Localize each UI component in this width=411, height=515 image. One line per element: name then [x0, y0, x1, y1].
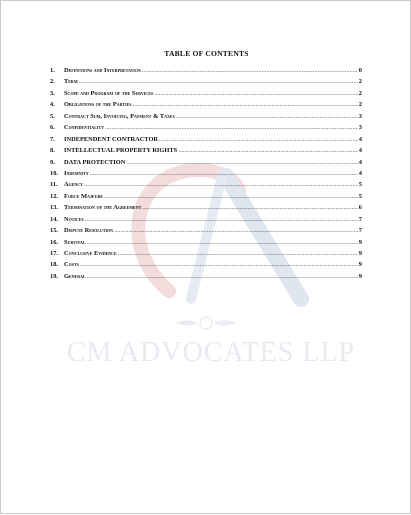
- toc-leader-dots: [176, 113, 358, 120]
- toc-entry-number: 1.: [50, 67, 55, 74]
- toc-entry[interactable]: [50, 147, 362, 158]
- toc-entry-label: Definitions and Interpretation: [64, 67, 141, 74]
- toc-entry-number: 13.: [50, 204, 58, 212]
- toc-entry[interactable]: [50, 159, 362, 170]
- toc-entry-page: 7: [358, 227, 362, 235]
- toc-entry[interactable]: [50, 124, 362, 135]
- toc-entry-label: Notices: [64, 215, 84, 223]
- toc-entry-page: 9: [358, 250, 362, 257]
- toc-entry-label: INTELLECTUAL PROPERTY RIGHTS: [64, 147, 178, 155]
- toc-entry-label: Survival: [64, 238, 86, 246]
- toc-leader-dots: [142, 204, 358, 211]
- toc-entry-page: 4: [358, 169, 362, 177]
- toc-entry-number: 3.: [50, 89, 55, 97]
- toc-entry-label: Dispute Resolution: [64, 227, 114, 235]
- toc-entry[interactable]: [50, 273, 362, 284]
- toc-entry-page: 9: [358, 261, 362, 269]
- toc-entry-label: Confidentiality: [64, 124, 104, 132]
- toc-entry[interactable]: [50, 67, 362, 78]
- toc-entry-page: 4: [358, 135, 362, 143]
- toc-entry[interactable]: [50, 101, 362, 112]
- toc-entry[interactable]: [50, 250, 362, 261]
- toc-entry-number: 15.: [50, 227, 58, 235]
- toc-entry-page: 9: [358, 272, 362, 280]
- toc-entry-number: 7.: [50, 135, 55, 143]
- toc-entry-page: 4: [358, 147, 362, 155]
- toc-entry-label: Obligations of the Parties: [64, 101, 132, 109]
- toc-entry-number: 8.: [50, 147, 55, 155]
- toc-entry-number: 18.: [50, 261, 58, 269]
- toc-entry-label: General: [64, 272, 86, 280]
- toc-entry-page: 6: [358, 204, 362, 212]
- toc-entry-label: Term: [64, 78, 78, 86]
- toc-entry-number: 11.: [50, 181, 58, 189]
- toc-entry-label: Termination of the Agreement: [64, 204, 142, 212]
- toc-entry-page: 3: [358, 112, 362, 120]
- toc-entry[interactable]: [50, 204, 362, 215]
- toc-entry-number: 4.: [50, 101, 55, 109]
- toc-leader-dots: [114, 227, 358, 234]
- toc-entry-page: 2: [358, 89, 362, 97]
- toc-leader-dots: [118, 250, 358, 257]
- toc-entry-label: Indemnity: [64, 169, 89, 177]
- toc-leader-dots: [104, 193, 358, 200]
- toc-entry-page: 7: [358, 215, 362, 223]
- toc-entry-number: 12.: [50, 192, 58, 200]
- toc-entry-page: 2: [358, 78, 362, 86]
- toc-leader-dots: [126, 159, 357, 166]
- toc-title: TABLE OF CONTENTS: [164, 49, 249, 58]
- watermark-emblem: [176, 317, 236, 329]
- toc-leader-dots: [87, 273, 358, 280]
- toc-entry[interactable]: [50, 78, 362, 89]
- toc-entry-page: 3: [358, 124, 362, 132]
- toc-entry[interactable]: [50, 136, 362, 147]
- toc-entry-label: Scope and Program of the Services: [64, 89, 154, 97]
- toc-leader-dots: [132, 101, 357, 108]
- toc-leader-dots: [159, 136, 358, 143]
- toc-entry[interactable]: [50, 227, 362, 238]
- toc-entry-page: 5: [358, 181, 362, 189]
- toc-entry-number: 5.: [50, 112, 55, 120]
- toc-entry-label: DATA PROTECTION: [64, 158, 126, 166]
- toc-entry[interactable]: [50, 181, 362, 192]
- toc-leader-dots: [84, 181, 358, 188]
- toc-leader-dots: [90, 170, 358, 177]
- toc-entry-number: 14.: [50, 215, 58, 223]
- toc-leader-dots: [142, 67, 358, 74]
- toc-leader-dots: [85, 216, 358, 223]
- toc-entry-label: Conclusive Evidence: [64, 250, 117, 257]
- toc-entry[interactable]: [50, 193, 362, 204]
- toc-entry-page: 0: [358, 67, 362, 74]
- toc-entry[interactable]: [50, 239, 362, 250]
- toc-entry[interactable]: [50, 261, 362, 272]
- toc-entry-label: Agency: [64, 181, 84, 189]
- toc-entry-number: 16.: [50, 238, 58, 246]
- toc-list: [50, 67, 362, 284]
- toc-entry-label: Costs: [64, 261, 79, 269]
- toc-entry-number: 9.: [50, 158, 55, 166]
- toc-entry[interactable]: [50, 216, 362, 227]
- toc-entry-page: 5: [358, 192, 362, 200]
- toc-entry-number: 17.: [50, 250, 58, 257]
- toc-leader-dots: [105, 124, 358, 131]
- toc-leader-dots: [178, 147, 358, 154]
- toc-entry-number: 2.: [50, 78, 55, 86]
- toc-entry-number: 10.: [50, 169, 58, 177]
- toc-entry-page: 2: [358, 101, 362, 109]
- toc-entry-page: 4: [358, 158, 362, 166]
- toc-entry[interactable]: [50, 170, 362, 181]
- toc-leader-dots: [154, 90, 358, 97]
- toc-leader-dots: [87, 239, 358, 246]
- toc-entry[interactable]: [50, 90, 362, 101]
- toc-entry-label: Force Majeure: [64, 192, 104, 200]
- toc-leader-dots: [79, 78, 358, 85]
- toc-entry-page: 9: [358, 238, 362, 246]
- toc-entry-label: INDEPENDENT CONTRACTOR: [64, 135, 159, 143]
- toc-leader-dots: [80, 261, 358, 268]
- watermark-text: CM ADVOCATES LLP: [66, 337, 356, 368]
- toc-entry-number: 19.: [50, 272, 58, 280]
- toc-entry-number: 6.: [50, 124, 55, 132]
- toc-entry-label: Contract Sum, Invoicing, Payment & Taxes: [64, 112, 175, 120]
- toc-entry[interactable]: [50, 113, 362, 124]
